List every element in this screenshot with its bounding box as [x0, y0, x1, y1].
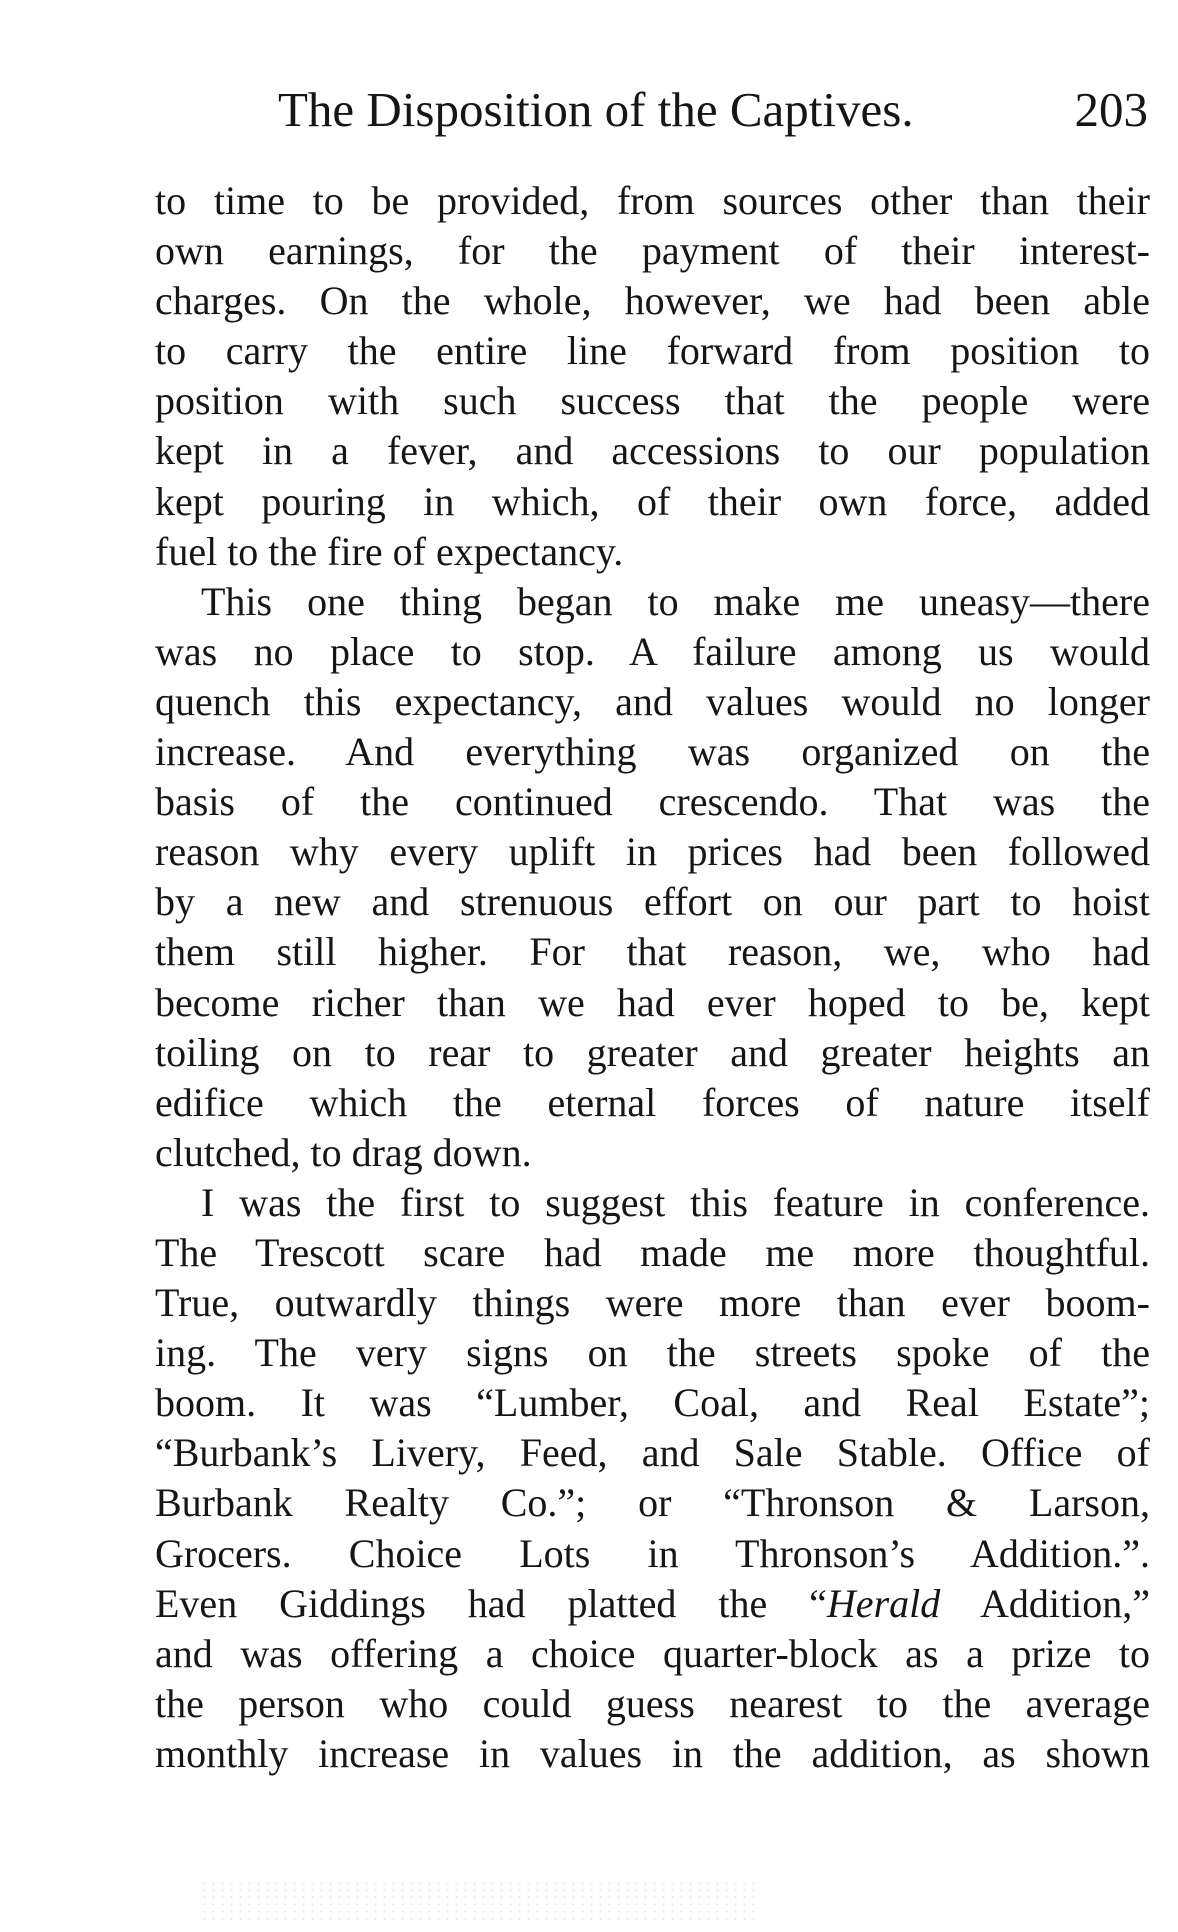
text-line: to time to be provided, from sources other than their	[155, 178, 1150, 223]
text-line: become richer than we had ever hoped to be, kept	[155, 979, 1150, 1025]
text-line: and was offering a choice quarter-block as a prize to	[155, 1630, 1150, 1676]
text-line: increase. And everything was organized on the	[155, 729, 1150, 775]
text-line: clutched, to drag down.	[155, 1129, 532, 1175]
text-line: toiling on to rear to greater and greater heights an	[155, 1029, 1150, 1075]
text-segment: Addition,”	[940, 1580, 1150, 1626]
text-line-with-italic	[155, 1579, 1150, 1629]
text-line: kept in a fever, and accessions to our population	[155, 428, 1150, 474]
text-line: The Trescott scare had made me more thoughtful.	[155, 1229, 1150, 1275]
text-line: reason why every uplift in prices had been followed	[155, 829, 1150, 875]
page-number: 203	[1074, 82, 1148, 137]
italic-word: Herald	[826, 1580, 941, 1626]
running-head	[278, 80, 1148, 140]
text-line: was no place to stop. A failure among us would	[155, 628, 1150, 674]
text-line: quench this expectancy, and values would no longer	[155, 678, 1150, 724]
text-segment: Even Giddings had platted the “	[155, 1580, 827, 1626]
text-line: to carry the entire line forward from position to	[155, 328, 1150, 374]
text-line: basis of the continued crescendo. That was the	[155, 779, 1150, 825]
text-line: monthly increase in values in the addition, as shown	[155, 1730, 1150, 1776]
chapter-title: The Disposition of the Captives.	[278, 82, 914, 137]
text-line: ing. The very signs on the streets spoke of the	[155, 1330, 1150, 1376]
text-line: boom. It was “Lumber, Coal, and Real Estate”;	[155, 1380, 1150, 1426]
text-line: I was the first to suggest this feature in conference.	[201, 1179, 1150, 1225]
paragraph-3	[155, 1178, 1150, 1779]
text-line: fuel to the fire of expectancy.	[155, 528, 624, 574]
text-line: Burbank Realty Co.”; or “Thronson & Larson,	[155, 1480, 1150, 1526]
text-line: “Burbank’s Livery, Feed, and Sale Stable. Office of	[155, 1430, 1150, 1476]
body-text	[155, 176, 1150, 1779]
text-line: the person who could guess nearest to the average	[155, 1680, 1150, 1726]
scan-specks	[200, 1880, 760, 1920]
text-line: Grocers. Choice Lots in Thronson’s Addition.”.	[155, 1530, 1150, 1576]
text-line: own earnings, for the payment of their interest-	[155, 228, 1150, 274]
paragraph-2	[155, 577, 1150, 1178]
text-line: by a new and strenuous effort on our part to hoist	[155, 879, 1150, 925]
text-line: them still higher. For that reason, we, who had	[155, 929, 1150, 975]
text-line: kept pouring in which, of their own force, added	[155, 478, 1150, 524]
text-line: edifice which the eternal forces of nature itself	[155, 1079, 1150, 1125]
text-line: charges. On the whole, however, we had been able	[155, 278, 1150, 324]
text-line: True, outwardly things were more than ever boom-	[155, 1280, 1150, 1326]
text-line: position with such success that the people were	[155, 378, 1150, 424]
paragraph-1	[155, 176, 1150, 577]
text-line: This one thing began to make me uneasy—there	[201, 578, 1150, 624]
